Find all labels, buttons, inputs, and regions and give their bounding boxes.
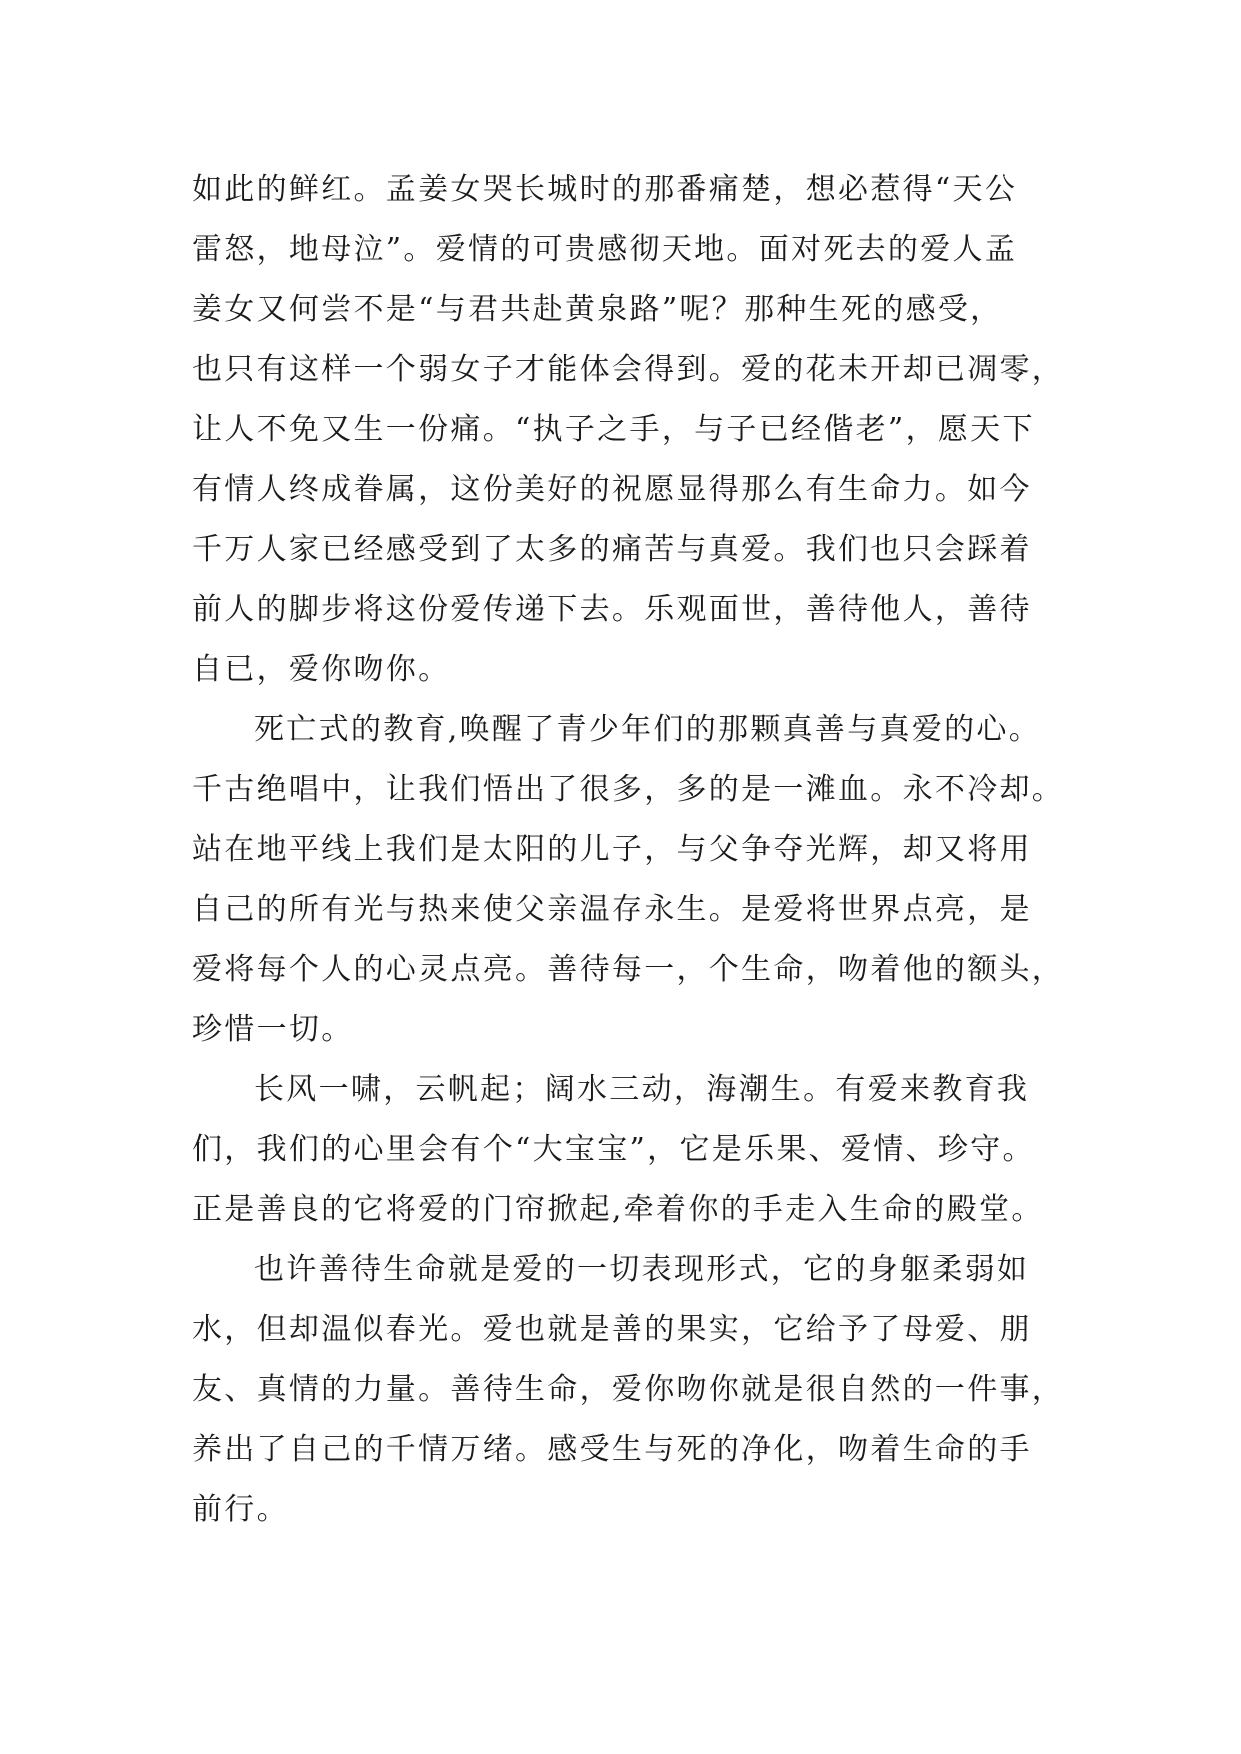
- paragraph-line: 珍惜一切。: [192, 1012, 354, 1047]
- paragraph-line: 千万人家已经感受到了太多的痛苦与真爱。我们也只会踩着: [192, 532, 1032, 567]
- paragraph-line: 有情人终成眷属，这份美好的祝愿显得那么有生命力。如今: [192, 472, 1032, 507]
- paragraph-first-line: 死亡式的教育,唤醒了青少年们的那颗真善与真爱的心。: [254, 712, 1042, 747]
- paragraph-3: [192, 1060, 1072, 1240]
- paragraph-2: [192, 700, 1072, 1060]
- paragraph-line: 友、真情的力量。善待生命，爱你吻你就是很自然的一件事，: [192, 1372, 1065, 1407]
- paragraph-line: 前人的脚步将这份爱传递下去。乐观面世，善待他人，善待: [192, 592, 1032, 627]
- paragraph-line: 正是善良的它将爱的门帘掀起,牵着你的手走入生命的殿堂。: [192, 1192, 1044, 1227]
- paragraph-line: 自己的所有光与热来使父亲温存永生。是爱将世界点亮，是: [192, 892, 1032, 927]
- paragraph-line: 养出了自己的千情万绪。感受生与死的净化，吻着生命的手: [192, 1432, 1032, 1467]
- paragraph-line: 前行。: [192, 1492, 289, 1527]
- paragraph-line: 千古绝唱中，让我们悟出了很多，多的是一滩血。永不冷却。: [192, 772, 1065, 807]
- paragraph-line: 站在地平线上我们是太阳的儿子，与父争夺光辉，却又将用: [192, 832, 1032, 867]
- paragraph-4: [192, 1240, 1072, 1540]
- paragraph-line: 雷怒，地母泣”。爱情的可贵感彻天地。面对死去的爱人孟: [192, 232, 1018, 267]
- essay-body: [192, 160, 1072, 1540]
- paragraph-line: 水，但却温似春光。爱也就是善的果实，它给予了母爱、朋: [192, 1312, 1032, 1347]
- paragraph-line: 爱将每个人的心灵点亮。善待每一，个生命，吻着他的额头，: [192, 952, 1065, 987]
- paragraph-1: [192, 160, 1072, 700]
- paragraph-first-line: 长风一啸，云帆起；阔水三动，海潮生。有爱来教育我: [254, 1072, 1030, 1107]
- paragraph-line: 自已，爱你吻你。: [192, 652, 451, 687]
- paragraph-line: 也只有这样一个弱女子才能体会得到。爱的花未开却已凋零，: [192, 352, 1065, 387]
- paragraph-line: 让人不免又生一份痛。“执子之手，与子已经偕老”，愿天下: [192, 412, 1035, 447]
- paragraph-first-line: 也许善待生命就是爱的一切表现形式，它的身躯柔弱如: [254, 1252, 1030, 1287]
- paragraph-line: 姜女又何尝不是“与君共赴黄泉路”呢？那种生死的感受，: [192, 292, 1003, 327]
- paragraph-line: 们，我们的心里会有个“大宝宝”，它是乐果、爱情、珍守。: [192, 1132, 1035, 1167]
- paragraph-line: 如此的鲜红。孟姜女哭长城时的那番痛楚，想必惹得“天公: [192, 172, 1018, 207]
